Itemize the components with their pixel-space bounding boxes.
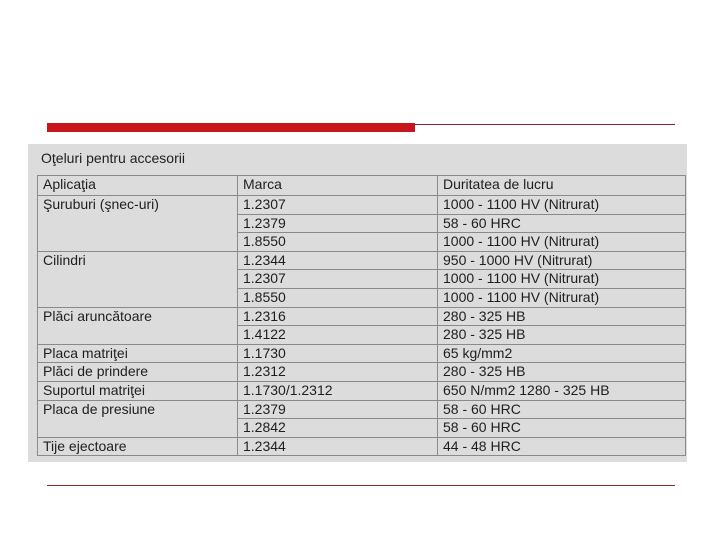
cell-duritate: 65 kg/mm2 [438, 344, 686, 363]
cell-aplicatia: Cilindri [38, 251, 238, 307]
table-row [38, 344, 686, 363]
cell-marca: 1.2307 [238, 196, 438, 215]
cell-aplicatia: Plăci aruncătoare [38, 307, 238, 344]
cell-aplicatia: Plăci de prindere [38, 363, 238, 382]
cell-duritate: 58 - 60 HRC [438, 400, 686, 419]
table-row [38, 251, 686, 270]
cell-marca: 1.2316 [238, 307, 438, 326]
cell-marca: 1.2312 [238, 363, 438, 382]
cell-marca: 1.1730/1.2312 [238, 381, 438, 400]
cell-duritate: 58 - 60 HRC [438, 214, 686, 233]
table-row [38, 437, 686, 456]
table-row [38, 196, 686, 215]
table-row [38, 400, 686, 419]
table-row [38, 381, 686, 400]
cell-duritate: 280 - 325 HB [438, 363, 686, 382]
cell-marca: 1.2379 [238, 214, 438, 233]
cell-marca: 1.2307 [238, 270, 438, 289]
scanned-table-image [28, 144, 687, 462]
cell-duritate: 280 - 325 HB [438, 326, 686, 345]
cell-duritate: 280 - 325 HB [438, 307, 686, 326]
table-row [38, 363, 686, 382]
table-header-row [38, 176, 686, 196]
cell-aplicatia: Şuruburi (şnec-uri) [38, 196, 238, 252]
cell-marca: 1.1730 [238, 344, 438, 363]
header-marca: Marca [238, 176, 438, 196]
cell-duritate: 1000 - 1100 HV (Nitrurat) [438, 270, 686, 289]
title-accent-line [415, 124, 675, 125]
title-accent-bar [47, 123, 415, 132]
cell-duritate: 650 N/mm2 1280 - 325 HB [438, 381, 686, 400]
cell-duritate: 1000 - 1100 HV (Nitrurat) [438, 233, 686, 252]
cell-duritate: 1000 - 1100 HV (Nitrurat) [438, 288, 686, 307]
cell-marca: 1.2344 [238, 251, 438, 270]
cell-duritate: 44 - 48 HRC [438, 437, 686, 456]
table-title: Oţeluri pentru accesorii [41, 150, 185, 166]
cell-marca: 1.2344 [238, 437, 438, 456]
table-row [38, 307, 686, 326]
cell-aplicatia: Tije ejectoare [38, 437, 238, 456]
steel-accessories-table [37, 175, 686, 456]
cell-marca: 1.4122 [238, 326, 438, 345]
cell-marca: 1.8550 [238, 233, 438, 252]
cell-duritate: 950 - 1000 HV (Nitrurat) [438, 251, 686, 270]
header-duritate: Duritatea de lucru [438, 176, 686, 196]
cell-marca: 1.8550 [238, 288, 438, 307]
cell-aplicatia: Placa de presiune [38, 400, 238, 437]
header-aplicatia: Aplicaţia [38, 176, 238, 196]
cell-marca: 1.2842 [238, 419, 438, 438]
cell-duritate: 1000 - 1100 HV (Nitrurat) [438, 196, 686, 215]
footer-line [47, 485, 675, 486]
cell-duritate: 58 - 60 HRC [438, 419, 686, 438]
cell-marca: 1.2379 [238, 400, 438, 419]
cell-aplicatia: Placa matriţei [38, 344, 238, 363]
cell-aplicatia: Suportul matriţei [38, 381, 238, 400]
